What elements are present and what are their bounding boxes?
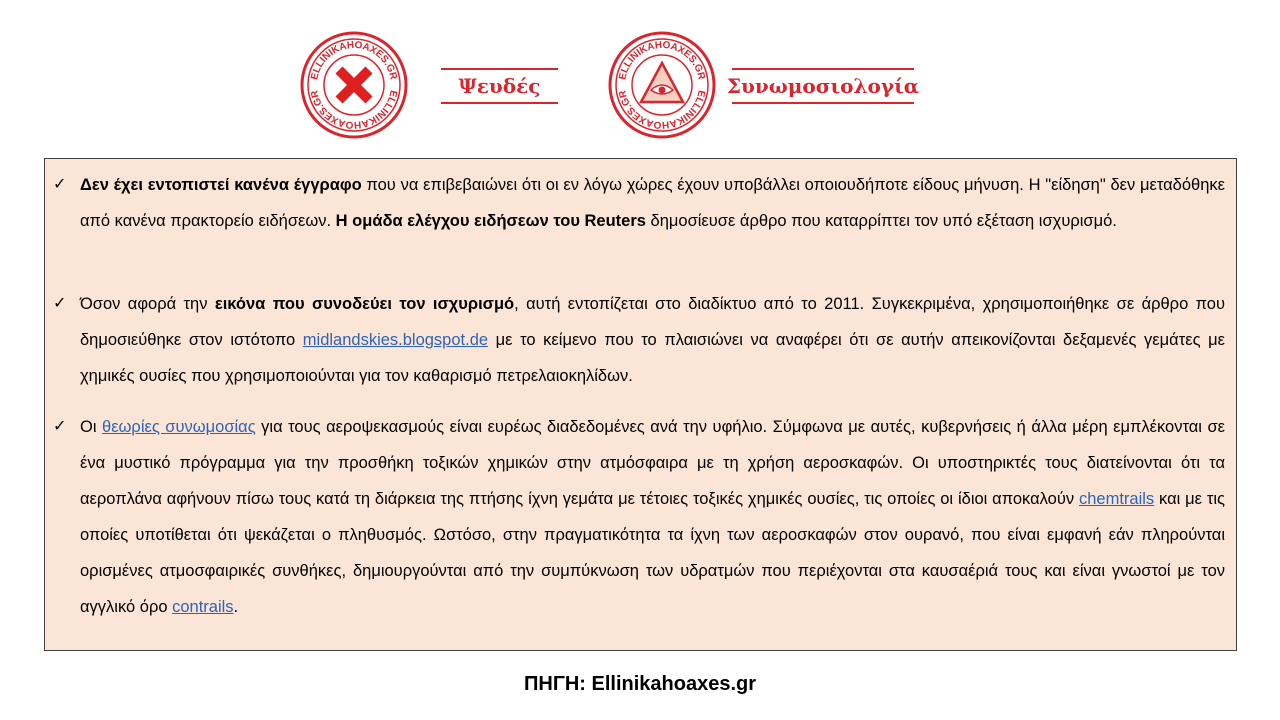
source-footer: ΠΗΓΗ: Ellinikahoaxes.gr (523, 673, 757, 695)
midlandskies-link[interactable]: midlandskies.blogspot.de (302, 331, 489, 349)
bullet-1-text (80, 167, 1225, 239)
bullet-3-text-4: . (233, 598, 239, 616)
check-icon: ✓ (53, 418, 67, 435)
label-conspiracy-text: Συνωμοσιολογία (726, 74, 920, 98)
bullet-2-text (80, 286, 1225, 394)
svg-text:ELLINIKAHOAXES.GR: ELLINIKAHOAXES.GR (617, 89, 707, 131)
eye-triangle-icon (607, 30, 717, 140)
x-mark-icon (299, 30, 409, 140)
label-conspiracy (726, 68, 920, 104)
bullet-2-text-3: με το κείμενο που το πλαισιώνει να αναφέρει ότι σε αυτήν απεικονίζονται δεξαμενές γεμάτες με χημικές ουσίες που χρησιμοποιούνται για τον καθαρισμό πετρελαιοκηλίδων. (80, 331, 1225, 385)
conspiracy-theories-link[interactable]: θεωρίες συνωμοσίας (102, 418, 256, 436)
conspiracy-stamp (607, 30, 717, 140)
check-icon: ✓ (53, 295, 67, 312)
bullet-2 (53, 286, 1225, 394)
bullet-1-text-1: που να επιβεβαιώνει ότι οι εν λόγω χώρες έχουν υποβάλλει οποιουδήποτε είδους μήνυση. Η "είδηση" δεν μεταδόθηκε από κανένα πρακτορείο ειδήσεων. (80, 176, 1225, 230)
bullet-1-bold-2: Η ομάδα ελέγχου ειδήσεων του Reuters (335, 212, 646, 230)
label-false (441, 68, 558, 104)
bullet-2-text-1: Όσον αφορά την (80, 295, 215, 313)
svg-text:ELLINIKAHOAXES.GR: ELLINIKAHOAXES.GR (309, 89, 399, 131)
check-icon: ✓ (53, 176, 67, 193)
false-stamp (299, 30, 409, 140)
bullet-3-text-1: Οι (80, 418, 103, 436)
svg-text:ELLINIKAHOAXES.GR: ELLINIKAHOAXES.GR (617, 39, 707, 81)
bullet-3-text (80, 409, 1225, 625)
chemtrails-link[interactable]: chemtrails (1078, 490, 1155, 508)
bullet-3 (53, 409, 1225, 625)
svg-text:ELLINIKAHOAXES.GR: ELLINIKAHOAXES.GR (309, 39, 399, 81)
bullet-3-text-3: και με τις οποίες υποτίθεται ότι ψεκάζεται ο πληθυσμός. Ωστόσο, στην πραγματικότητα τα ίχνη των αεροσκαφών στον ουρανό, που είναι εμφανή εάν πληρούνται ορισμένες ατμοσφαιρικές συνθήκες, δημιουργούνται από την συμπύκνωση των υδρατμών που περιέχονται στα καυσαέριά τους και είναι γνωστοί με τον αγγλικό όρο (80, 490, 1226, 616)
bullet-2-bold-1: εικόνα που συνοδεύει τον ισχυρισμό (214, 295, 515, 313)
bullet-2-text-2: , αυτή εντοπίζεται στο διαδίκτυο από το 2011. Συγκεκριμένα, χρησιμοποιήθηκε σε άρθρο που δημοσιεύθηκε στον ιστότοπο (80, 295, 1225, 349)
bullet-1 (53, 167, 1225, 239)
bullet-1-bold-1: Δεν έχει εντοπιστεί κανένα έγγραφο (80, 176, 362, 194)
bullet-3-text-2: για τους αεροψεκασμούς είναι ευρέως διαδεδομένες ανά την υφήλιο. Σύμφωνα με αυτές, κυβερνήσεις ή άλλα μέρη εμπλέκονται σε ένα μυστικό πρόγραμμα για την προσθήκη τοξικών χημικών στην ατμόσφαιρα με τη χρήση αεροσκαφών. Οι υποστηρικτές τους διατείνονται ότι τα αεροπλάνα αφήνουν πίσω τους κατά τη διάρκεια της πτήσης ίχνη γεμάτα με τέτοιες τοξικές χημικές ουσίες, τις οποίες οι ίδιοι αποκαλούν (80, 418, 1225, 508)
label-false-text: Ψευδές (458, 74, 541, 98)
fact-check-panel (44, 158, 1237, 651)
contrails-link[interactable]: contrails (172, 598, 234, 616)
bullet-1-text-2: δημοσίευσε άρθρο που καταρρίπτει τον υπό εξέταση ισχυρισμό. (645, 212, 1117, 230)
